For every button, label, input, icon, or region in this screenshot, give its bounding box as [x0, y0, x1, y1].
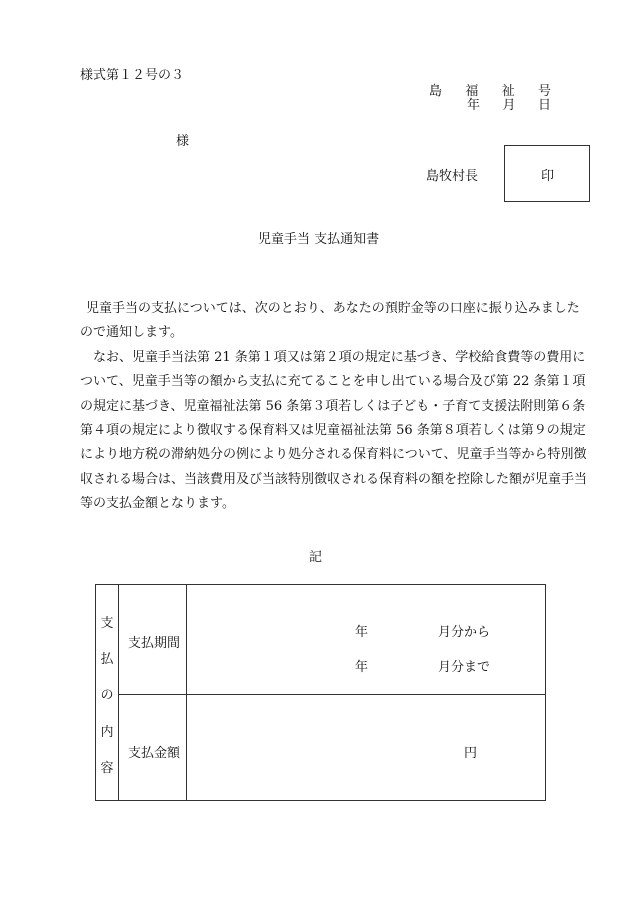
body-line: ついて、児童手当等の額から支払に充てることを申し出ている場合及び第 22 条第１項 [80, 374, 586, 390]
amount-unit: 円 [464, 746, 478, 761]
issuer-name: 島牧村長 [426, 169, 479, 184]
payment-table [95, 584, 546, 801]
period-to-year: 年 [355, 660, 369, 675]
body-line: により地方税の滞納処分の例により処分される保育料について、児童手当等から特別徴 [80, 447, 587, 463]
date-line [467, 94, 551, 113]
ki-heading: 記 [309, 550, 323, 565]
body-line: の規定に基づき、児童福祉法第 56 条第３項若しくは子ども・子育て支援法附則第６条 [80, 398, 586, 414]
period-to-month: 月分まで [438, 660, 491, 675]
document-number-char: 島 [429, 84, 443, 99]
period-label: 支払期間 [128, 636, 181, 651]
side-label-char: 内 [100, 725, 114, 740]
body-text [80, 297, 588, 517]
document-title: 児童手当 支払通知書 [258, 232, 380, 247]
side-label-char: の [100, 688, 114, 703]
body-line: 等の支払金額となります。 [80, 496, 235, 512]
amount-label: 支払金額 [128, 746, 181, 761]
document-number-char: 福 [465, 84, 479, 99]
body-line: 収される場合は、当該費用及び当該特別徴収される保育料の額を控除した額が児童手当 [80, 471, 588, 487]
date-month: 月 [502, 98, 516, 113]
side-label-char: 支 [100, 616, 114, 631]
table-divider [186, 585, 187, 800]
document-number-char: 号 [537, 84, 551, 99]
date-day: 日 [537, 98, 551, 113]
body-line: 児童手当の支払については、次のとおり、あなたの預貯金等の口座に振り込みました [86, 301, 580, 316]
period-from-year: 年 [355, 625, 369, 640]
form-number: 様式第１２号の３ [80, 68, 185, 83]
date-year: 年 [467, 98, 481, 113]
body-line: ので通知します。 [80, 325, 183, 341]
seal-mark: 印 [541, 169, 555, 184]
seal-box [504, 145, 590, 202]
table-divider [118, 585, 119, 800]
body-line: なお、児童手当法第 21 条第１項又は第２項の規定に基づき、学校給食費等の費用に [80, 349, 586, 365]
body-line: 第４項の規定により徴収する保育料又は児童福祉法第 56 条第８項若しくは第９の規定 [80, 423, 586, 439]
table-divider [118, 694, 545, 695]
side-label-char: 払 [100, 652, 114, 667]
document-number-char: 祉 [501, 84, 515, 99]
period-from-month: 月分から [438, 625, 491, 640]
addressee-suffix: 様 [176, 134, 190, 149]
side-label-char: 容 [100, 761, 114, 776]
